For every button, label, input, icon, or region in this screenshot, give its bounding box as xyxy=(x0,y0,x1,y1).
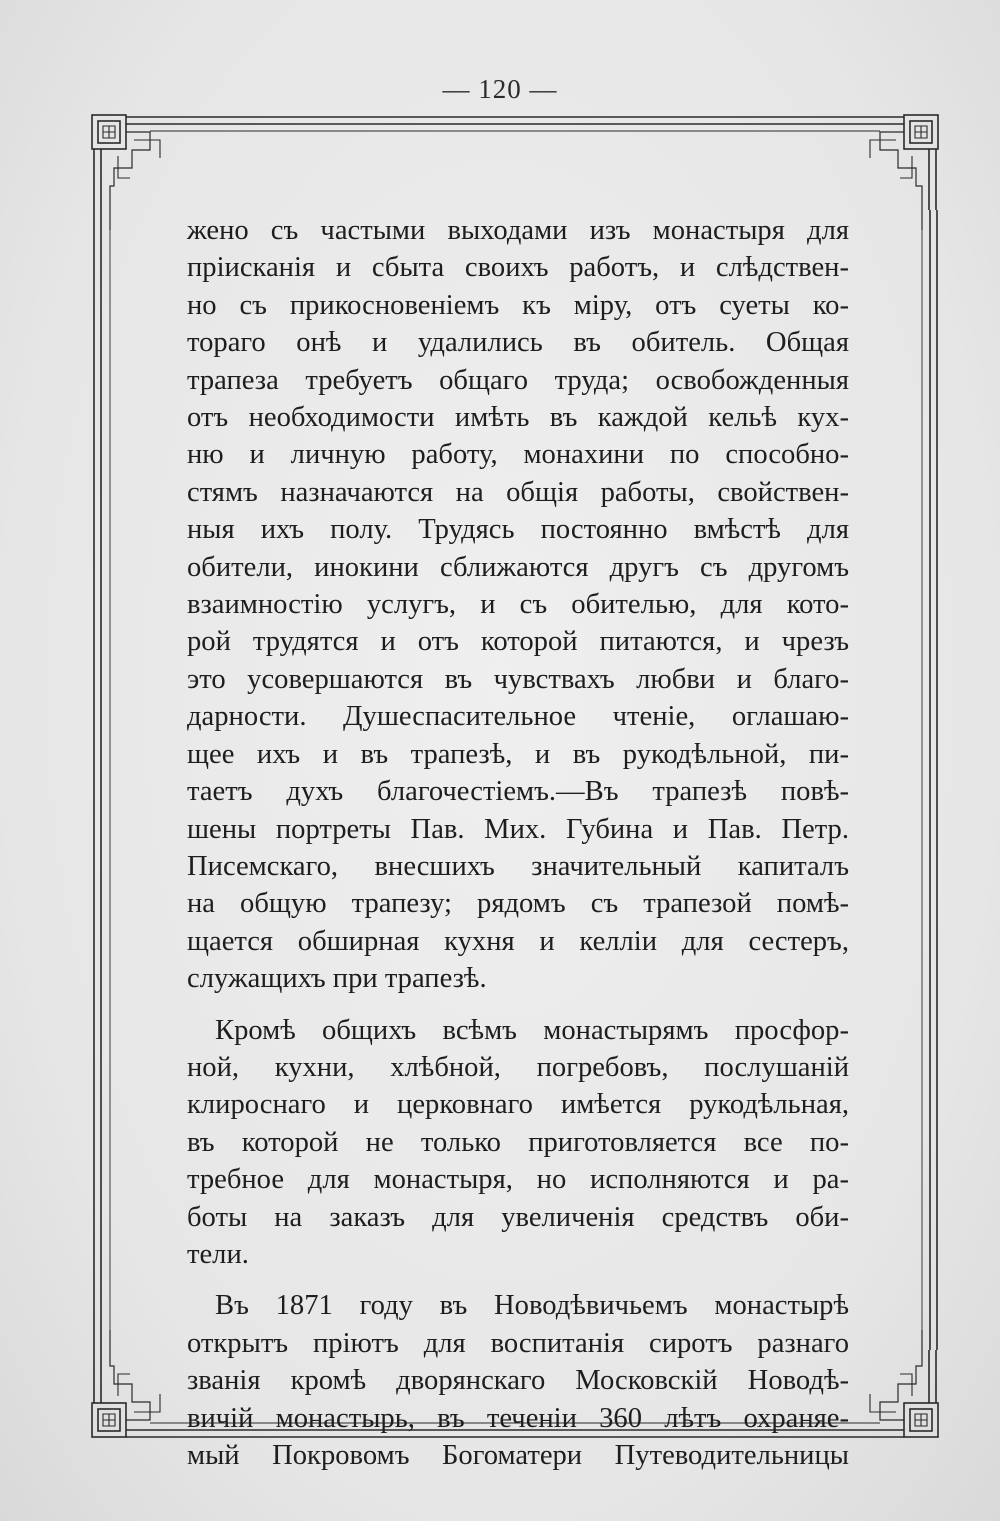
text-line: это усовершаются въ чувствахъ любви и благо- xyxy=(187,663,849,695)
text-line: мый Покровомъ Богоматери Путеводительницы xyxy=(187,1440,849,1471)
text-line: на общую трапезу; рядомъ съ трапезой помѣ- xyxy=(187,888,849,920)
text-line: шены портреты Пав. Мих. Губина и Пав. Петр. xyxy=(187,813,849,845)
text-line: Кромѣ общихъ всѣмъ монастырямъ просфор- xyxy=(215,1014,849,1046)
text-line: ныя ихъ полу. Трудясь постоянно вмѣстѣ для xyxy=(187,514,849,546)
text-line: щается обширная кухня и келліи для сестеръ, xyxy=(187,925,849,957)
body-text xyxy=(187,212,849,1474)
paragraph-3 xyxy=(187,1287,849,1474)
paragraph-2 xyxy=(187,1012,849,1274)
text-line: трапеза требуетъ общаго труда; освобожденныя xyxy=(187,364,849,396)
text-line: ной, кухни, хлѣбной, погребовъ, послушаній xyxy=(187,1051,849,1083)
text-line: тораго онѣ и удалились въ обитель. Общая xyxy=(187,327,849,359)
text-line: клироснаго и церковнаго имѣется рукодѣльная, xyxy=(187,1089,849,1121)
text-line: открытъ пріютъ для воспитанія сиротъ разнаго xyxy=(187,1327,849,1359)
text-line: служащихъ при трапезѣ. xyxy=(187,963,487,995)
text-line: отъ необходимости имѣть въ каждой кельѣ кух- xyxy=(187,402,849,434)
text-line: Въ 1871 году въ Новодѣвичьемъ монастырѣ xyxy=(215,1290,849,1322)
text-line: званія кромѣ дворянскаго Московскій Новодѣ- xyxy=(187,1365,849,1397)
corner-ornament-top-left xyxy=(92,115,200,230)
text-line: взаимностію услугъ, и съ обителью, для кото- xyxy=(187,589,849,621)
text-line: стямъ назначаются на общія работы, свойствен- xyxy=(187,476,849,508)
text-line: но съ прикосновеніемъ къ міру, отъ суеты ко- xyxy=(187,289,849,321)
text-line: Писемскаго, внесшихъ значительный капиталъ xyxy=(187,850,849,882)
text-line: рой трудятся и отъ которой питаются, и чрезъ xyxy=(187,626,849,658)
text-line: таетъ духъ благочестіемъ.—Въ трапезѣ повѣ- xyxy=(187,776,849,808)
text-line: въ которой не только приготовляется все по- xyxy=(187,1126,849,1158)
text-line: тели. xyxy=(187,1238,249,1270)
text-line: обители, инокини сближаются другъ съ другомъ xyxy=(187,551,849,583)
text-line: ню и личную работу, монахини по способно- xyxy=(187,439,849,471)
text-line: дарности. Душеспасительное чтеніе, оглашаю- xyxy=(187,701,849,733)
text-line: жено съ частыми выходами изъ монастыря для xyxy=(187,215,849,246)
text-line: щее ихъ и въ трапезѣ, и въ рукодѣльной, пи- xyxy=(187,738,849,770)
corner-ornament-top-right xyxy=(836,115,938,230)
text-line: требное для монастыря, но исполняются и ра- xyxy=(187,1164,849,1196)
text-line: пріисканія и сбыта своихъ работъ, и слѣдствен- xyxy=(187,252,849,284)
page-number: — 120 — xyxy=(442,74,558,104)
corner-ornament-bottom-left xyxy=(92,1330,200,1437)
text-line: боты на заказъ для увеличенія средствъ оби- xyxy=(187,1201,849,1233)
paragraph-1 xyxy=(187,212,849,998)
text-line: вичій монастырь, въ теченіи 360 лѣтъ охраняе- xyxy=(187,1402,849,1434)
corner-ornament-bottom-right xyxy=(836,1330,938,1437)
